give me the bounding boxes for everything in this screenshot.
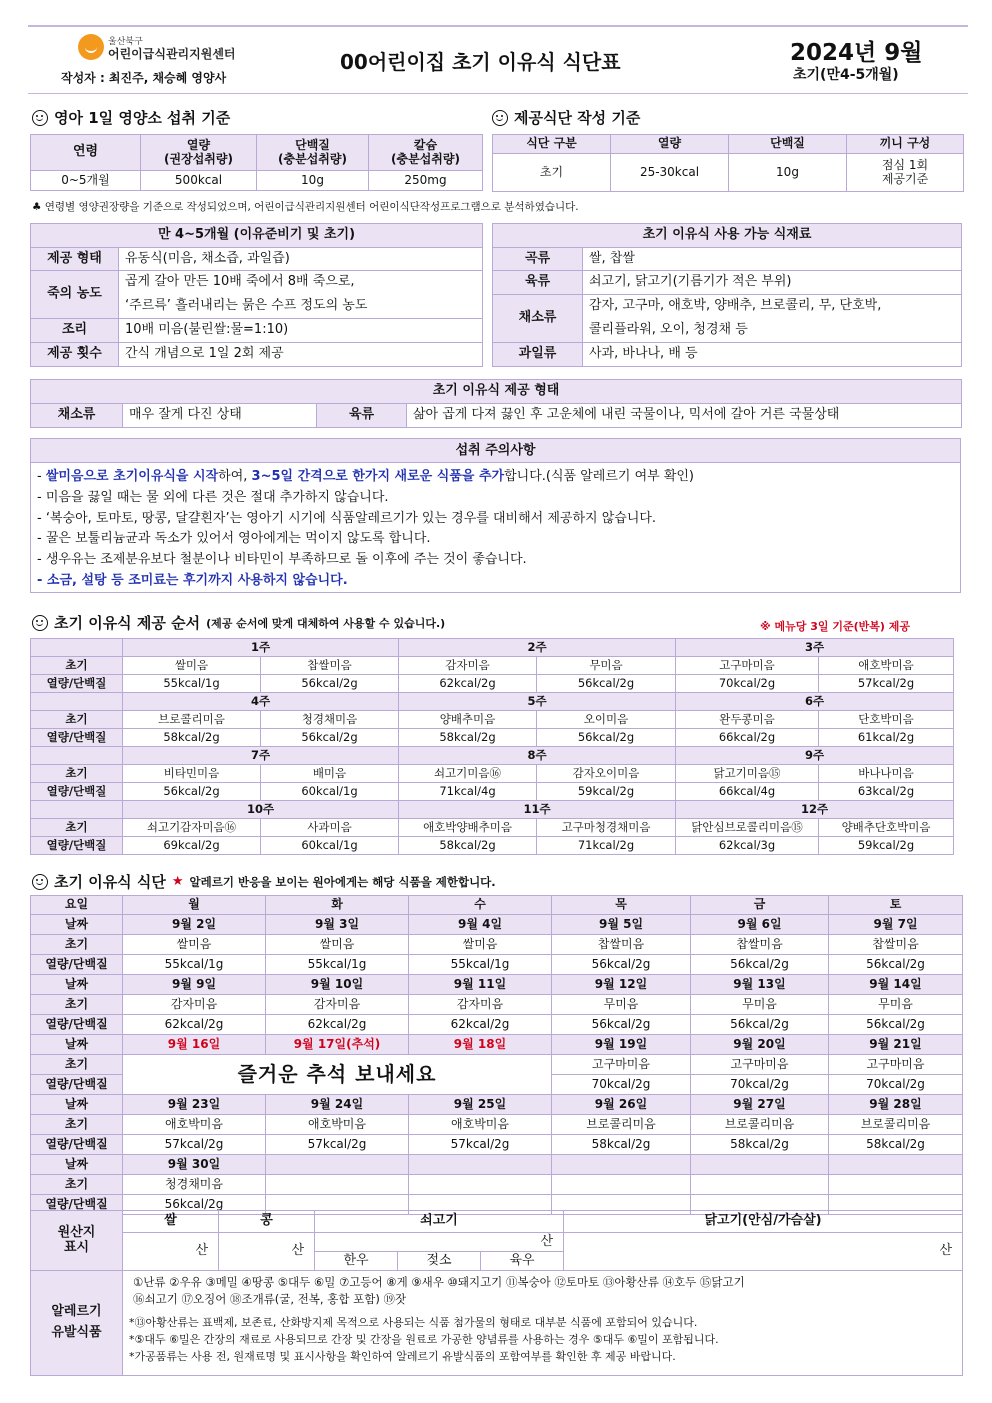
menu-date: 9월 28일 bbox=[829, 1095, 963, 1115]
order-kcal: 56kcal/2g bbox=[123, 783, 261, 801]
menu-date bbox=[409, 1155, 552, 1175]
order-note: ※ 메뉴당 3일 기준(반복) 제공 bbox=[760, 620, 910, 633]
age-info-table bbox=[30, 223, 483, 367]
menu-kcal: 70kcal/2g bbox=[829, 1075, 963, 1095]
menu-kcal: 57kcal/2g bbox=[409, 1135, 552, 1155]
meal-label: 초기 bbox=[31, 1115, 123, 1135]
star-icon: ★ bbox=[171, 874, 184, 889]
origin-jeotso: 젖소 bbox=[398, 1252, 481, 1271]
menu-date: 9월 13일 bbox=[691, 975, 829, 995]
nutrient-table bbox=[30, 134, 483, 191]
menu-meal: 고구마미음 bbox=[691, 1055, 829, 1075]
menu-date: 9월 26일 bbox=[552, 1095, 691, 1115]
holiday-banner: 즐거운 추석 보내세요 bbox=[123, 1055, 552, 1095]
form-meat-key: 육류 bbox=[317, 404, 407, 428]
caution-line-3: - ‘복숭아, 토마토, 땅콩, 달걀흰자’는 영아기 시기에 식품알레르기가 있는 경우를 대비해서 제공하지 않습니다. bbox=[37, 510, 657, 526]
week-label: 4주 bbox=[123, 693, 399, 711]
form-table bbox=[30, 379, 962, 428]
allergy-list-2: ⑯쇠고기 ⑰오징어 ⑱조개류(굴, 전복, 홍합 포함) ⑲잣 bbox=[133, 1292, 407, 1306]
allergy-list-1: ①난류 ②우유 ③메밀 ④땅콩 ⑤대두 ⑥밀 ⑦고등어 ⑧게 ⑨새우 ⑩돼지고기 ⑪복숭아 ⑫토마토 ⑬아황산류 ⑭호두 ⑮닭고기 bbox=[133, 1275, 745, 1289]
menu-date: 9월 10일 bbox=[266, 975, 409, 995]
ingr-key: 채소류 bbox=[493, 295, 583, 343]
chicken-san: 산 bbox=[564, 1233, 963, 1271]
menu-meal: 쌀미음 bbox=[266, 935, 409, 955]
menu-meal: 찹쌀미음 bbox=[691, 935, 829, 955]
date-label: 날짜 bbox=[31, 1095, 123, 1115]
smile-icon bbox=[32, 615, 48, 631]
order-meal: 바나나미음 bbox=[819, 765, 954, 783]
kcal-label: 열량/단백질 bbox=[31, 1015, 123, 1035]
kcal-label: 열량/단백질 bbox=[31, 1135, 123, 1155]
meal-std-title: 제공식단 작성 기준 bbox=[514, 109, 641, 127]
menu-date: 9월 16일 bbox=[123, 1035, 266, 1055]
energy-value: 500kcal bbox=[141, 171, 257, 191]
day-header-label: 요일 bbox=[31, 896, 123, 915]
menu-date: 9월 21일 bbox=[829, 1035, 963, 1055]
date-label: 날짜 bbox=[31, 915, 123, 935]
week-label-blank bbox=[31, 639, 123, 657]
club-icon: ♣ bbox=[32, 201, 45, 213]
kcal-label: 열량/단백질 bbox=[31, 1195, 123, 1215]
age-value: 0~5개월 bbox=[31, 171, 141, 191]
order-kcal: 57kcal/2g bbox=[819, 675, 954, 693]
order-sub: (제공 순서에 맞게 대체하여 사용할 수 있습니다.) bbox=[206, 616, 446, 630]
date-label: 날짜 bbox=[31, 975, 123, 995]
ingredients-table bbox=[492, 223, 962, 367]
kcal-label: 열량/단백질 bbox=[31, 955, 123, 975]
ingr-value: 사과, 바나나, 배 등 bbox=[583, 343, 962, 367]
c1b: 쌀미음으로 초기이유식을 시작 bbox=[45, 469, 219, 484]
age-row-key: 조리 bbox=[31, 319, 119, 343]
date-label: 날짜 bbox=[31, 1155, 123, 1175]
week-label: 6주 bbox=[676, 693, 954, 711]
menu-meal: 찹쌀미음 bbox=[829, 935, 963, 955]
origin-bean: 콩 bbox=[219, 1211, 315, 1233]
form-veg-value: 매우 잘게 다진 상태 bbox=[123, 404, 317, 428]
menu-date bbox=[552, 1155, 691, 1175]
order-kcal: 69kcal/2g bbox=[123, 837, 261, 855]
menu-meal: 쌀미음 bbox=[123, 935, 266, 955]
order-meal: 양배추미음 bbox=[399, 711, 537, 729]
order-kcal: 62kcal/2g bbox=[399, 675, 537, 693]
protein-value: 10g bbox=[729, 154, 847, 192]
origin-beef: 쇠고기 bbox=[315, 1211, 564, 1233]
meal-label: 초기 bbox=[31, 1055, 123, 1075]
menu-kcal: 70kcal/2g bbox=[552, 1075, 691, 1095]
beef-san: 산 bbox=[315, 1233, 564, 1252]
ingr-value: 쌀, 찹쌀 bbox=[583, 248, 962, 271]
order-kcal: 59kcal/2g bbox=[819, 837, 954, 855]
age-row-key: 제공 형태 bbox=[31, 248, 119, 271]
order-kcal: 56kcal/2g bbox=[537, 675, 676, 693]
menu-kcal: 62kcal/2g bbox=[123, 1015, 266, 1035]
order-meal: 닭고기미음⑮ bbox=[676, 765, 819, 783]
menu-meal bbox=[409, 1175, 552, 1195]
menu-meal: 쌀미음 bbox=[409, 935, 552, 955]
row-label-kcal: 열량/단백질 bbox=[31, 783, 123, 801]
week-label: 12주 bbox=[676, 801, 954, 819]
order-meal: 찹쌀미음 bbox=[261, 657, 399, 675]
age-row-value: 곱게 갈아 만든 10배 죽에서 8배 죽으로, bbox=[119, 271, 483, 295]
order-meal: 닭안심브로콜리미음⑮ bbox=[676, 819, 819, 837]
menu-meal: 브로콜리미음 bbox=[829, 1115, 963, 1135]
allergy-note-2: *⑤대두 ⑥밀은 간장의 재료로 사용되므로 간장 및 간장을 원료로 가공한 양념류를 사용하는 경우 ⑤대두 ⑥밀이 포함됩니다. bbox=[129, 1333, 719, 1346]
age-row-value: 간식 개념으로 1일 2회 제공 bbox=[119, 343, 483, 367]
menu-kcal: 62kcal/2g bbox=[266, 1015, 409, 1035]
top-rule bbox=[28, 25, 968, 27]
h-protein: 단백질 (충분섭취량) bbox=[257, 135, 369, 171]
row-label-kcal: 열량/단백질 bbox=[31, 837, 123, 855]
ingr-value: 감자, 고구마, 애호박, 양배추, 브로콜리, 무, 단호박, bbox=[583, 295, 962, 319]
order-kcal: 70kcal/2g bbox=[676, 675, 819, 693]
menu-kcal: 70kcal/2g bbox=[691, 1075, 829, 1095]
row-label-meal: 초기 bbox=[31, 819, 123, 837]
week-label: 10주 bbox=[123, 801, 399, 819]
form-meat-value: 삶아 곱게 다져 끓인 후 고운체에 내린 국물이나, 믹서에 갈아 거른 국물상태 bbox=[407, 404, 962, 428]
order-meal: 쇠고기미음⑯ bbox=[399, 765, 537, 783]
menu-date: 9월 19일 bbox=[552, 1035, 691, 1055]
menu-date: 9월 6일 bbox=[691, 915, 829, 935]
order-meal: 청경채미음 bbox=[261, 711, 399, 729]
menu-meal: 무미음 bbox=[691, 995, 829, 1015]
ingr-value: 쇠고기, 닭고기(기름기가 적은 부위) bbox=[583, 271, 962, 295]
caution-box bbox=[30, 438, 961, 593]
menu-meal: 브로콜리미음 bbox=[691, 1115, 829, 1135]
caution-line-5: - 생우유는 조제분유보다 철분이나 비타민이 부족하므로 돌 이후에 주는 것이 좋습니다. bbox=[37, 552, 527, 568]
order-meal: 단호박미음 bbox=[819, 711, 954, 729]
order-meal: 브로콜리미음 bbox=[123, 711, 261, 729]
caution-line-4: - 꿀은 보툴리늄균과 독소가 있어서 영아에게는 먹이지 않도록 합니다. bbox=[37, 531, 431, 547]
menu-star-note: 알레르기 반응을 보이는 원아에게는 해당 식품을 제한합니다. bbox=[189, 874, 496, 889]
menu-meal: 무미음 bbox=[829, 995, 963, 1015]
menu-kcal: 58kcal/2g bbox=[829, 1135, 963, 1155]
order-kcal: 71kcal/2g bbox=[537, 837, 676, 855]
year-month: 2024년 9월 bbox=[790, 40, 923, 66]
origin-rice: 쌀 bbox=[123, 1211, 219, 1233]
order-kcal: 56kcal/2g bbox=[537, 729, 676, 747]
caution-line-6: - 소금, 설탕 등 조미료는 후기까지 사용하지 않습니다. bbox=[37, 572, 348, 588]
ingr-key: 육류 bbox=[493, 271, 583, 295]
meal-label: 초기 bbox=[31, 1175, 123, 1195]
menu-meal: 고구마미음 bbox=[552, 1055, 691, 1075]
origin-label: 원산지 표시 bbox=[31, 1211, 123, 1271]
order-kcal: 63kcal/2g bbox=[819, 783, 954, 801]
week-label: 7주 bbox=[123, 747, 399, 765]
order-meal: 비타민미음 bbox=[123, 765, 261, 783]
menu-date bbox=[266, 1155, 409, 1175]
menu-kcal: 57kcal/2g bbox=[123, 1135, 266, 1155]
allergy-table bbox=[30, 1270, 963, 1376]
menu-kcal: 58kcal/2g bbox=[691, 1135, 829, 1155]
row-label-kcal: 열량/단백질 bbox=[31, 729, 123, 747]
c1a: - bbox=[37, 469, 46, 484]
menu-date: 9월 4일 bbox=[409, 915, 552, 935]
week-label: 9주 bbox=[676, 747, 954, 765]
order-meal: 양배추단호박미음 bbox=[819, 819, 954, 837]
order-meal: 완두콩미음 bbox=[676, 711, 819, 729]
order-kcal: 61kcal/2g bbox=[819, 729, 954, 747]
menu-meal: 애호박미음 bbox=[266, 1115, 409, 1135]
order-kcal: 60kcal/1g bbox=[261, 837, 399, 855]
energy-value: 25-30kcal bbox=[611, 154, 729, 192]
allergy-label: 알레르기 유발식품 bbox=[31, 1271, 123, 1376]
week-label: 2주 bbox=[399, 639, 676, 657]
order-kcal: 62kcal/3g bbox=[676, 837, 819, 855]
form-title: 초기 이유식 제공 형태 bbox=[31, 380, 962, 404]
order-kcal: 71kcal/4g bbox=[399, 783, 537, 801]
menu-meal bbox=[552, 1175, 691, 1195]
order-kcal: 66kcal/2g bbox=[676, 729, 819, 747]
menu-meal bbox=[266, 1175, 409, 1195]
menu-date: 9월 23일 bbox=[123, 1095, 266, 1115]
stage-label: 초기(만4-5개월) bbox=[793, 67, 899, 83]
order-meal: 고구마청경채미음 bbox=[537, 819, 676, 837]
menu-kcal: 56kcal/2g bbox=[552, 1015, 691, 1035]
ingr-value-2: 콜리플라워, 오이, 청경채 등 bbox=[583, 319, 962, 343]
order-title: 초기 이유식 제공 순서 bbox=[54, 614, 201, 632]
menu-meal: 청경채미음 bbox=[123, 1175, 266, 1195]
nutrient-title: 영아 1일 영양소 섭취 기준 bbox=[54, 109, 231, 127]
row-label-meal: 초기 bbox=[31, 765, 123, 783]
week-label: 8주 bbox=[399, 747, 676, 765]
order-meal: 감자오이미음 bbox=[537, 765, 676, 783]
caution-line-1 bbox=[37, 467, 960, 488]
allergy-note-1: *⑬아황산류는 표백제, 보존료, 산화방지제 목적으로 사용되는 식품 첨가물의 형태로 대부분 식품에 포함되어 있습니다. bbox=[129, 1316, 698, 1329]
menu-date: 9월 5일 bbox=[552, 915, 691, 935]
menu-kcal: 55kcal/1g bbox=[123, 955, 266, 975]
ingredients-title: 초기 이유식 사용 가능 식재료 bbox=[493, 224, 962, 248]
h-age: 연령 bbox=[31, 135, 141, 171]
menu-date bbox=[829, 1155, 963, 1175]
menu-kcal: 56kcal/2g bbox=[829, 1015, 963, 1035]
order-meal: 애호박양배추미음 bbox=[399, 819, 537, 837]
menu-date: 9월 3일 bbox=[266, 915, 409, 935]
menu-date: 9월 20일 bbox=[691, 1035, 829, 1055]
c1e: 합니다.(식품 알레르기 여부 확인) bbox=[504, 469, 695, 484]
kcal-label: 열량/단백질 bbox=[31, 1075, 123, 1095]
order-kcal: 58kcal/2g bbox=[399, 729, 537, 747]
menu-date: 9월 17일(추석) bbox=[266, 1035, 409, 1055]
order-kcal: 58kcal/2g bbox=[399, 837, 537, 855]
meal-std-table bbox=[492, 134, 964, 192]
note-1-text: 연령별 영양권장량을 기준으로 작성되었으며, 어린이급식관리지원센터 어린이식단작성프로그램으로 분석하였습니다. bbox=[44, 201, 579, 213]
meal-label: 초기 bbox=[31, 995, 123, 1015]
order-kcal: 55kcal/1g bbox=[123, 675, 261, 693]
menu-meal: 브로콜리미음 bbox=[552, 1115, 691, 1135]
menu-date: 9월 12일 bbox=[552, 975, 691, 995]
age-row-key: 제공 횟수 bbox=[31, 343, 119, 367]
order-meal: 쌀미음 bbox=[123, 657, 261, 675]
menu-kcal: 56kcal/2g bbox=[829, 955, 963, 975]
day-header: 수 bbox=[409, 896, 552, 915]
menu-title: 초기 이유식 식단 bbox=[54, 873, 166, 891]
week-label: 3주 bbox=[676, 639, 954, 657]
menu-meal: 감자미음 bbox=[266, 995, 409, 1015]
age-row-value: 10배 미음(불린쌀:물=1:10) bbox=[119, 319, 483, 343]
order-meal: 무미음 bbox=[537, 657, 676, 675]
h-calcium: 칼슘 (충분섭취량) bbox=[369, 135, 483, 171]
age-row-key: 죽의 농도 bbox=[31, 271, 119, 319]
order-kcal: 59kcal/2g bbox=[537, 783, 676, 801]
menu-meal: 애호박미음 bbox=[123, 1115, 266, 1135]
rice-san: 산 bbox=[123, 1233, 219, 1271]
smile-icon bbox=[32, 874, 48, 890]
week-label: 5주 bbox=[399, 693, 676, 711]
row-label-kcal: 열량/단백질 bbox=[31, 675, 123, 693]
menu-kcal: 62kcal/2g bbox=[409, 1015, 552, 1035]
menu-date: 9월 11일 bbox=[409, 975, 552, 995]
order-meal: 감자미음 bbox=[399, 657, 537, 675]
menu-date: 9월 18일 bbox=[409, 1035, 552, 1055]
date-label: 날짜 bbox=[31, 1035, 123, 1055]
header-rule bbox=[28, 93, 968, 94]
order-table bbox=[30, 638, 954, 855]
nutrient-section-title bbox=[32, 107, 230, 128]
week-label: 11주 bbox=[399, 801, 676, 819]
h-meal: 끼니 구성 bbox=[847, 135, 964, 154]
menu-date bbox=[691, 1155, 829, 1175]
age-info-title: 만 4~5개월 (이유준비기 및 초기) bbox=[31, 224, 483, 248]
menu-date: 9월 7일 bbox=[829, 915, 963, 935]
caution-title: 섭취 주의사항 bbox=[31, 439, 960, 463]
origin-chicken: 닭고기(안심/가슴살) bbox=[564, 1211, 963, 1233]
ingr-key: 과일류 bbox=[493, 343, 583, 367]
menu-meal: 감자미음 bbox=[409, 995, 552, 1015]
author: 작성자 : 최진주, 채승혜 영양사 bbox=[61, 71, 227, 85]
menu-meal: 고구마미음 bbox=[829, 1055, 963, 1075]
h-type: 식단 구분 bbox=[493, 135, 611, 154]
menu-meal: 무미음 bbox=[552, 995, 691, 1015]
age-row-value: 유동식(미음, 채소즙, 과일즙) bbox=[119, 248, 483, 271]
order-meal: 고구마미음 bbox=[676, 657, 819, 675]
menu-meal: 애호박미음 bbox=[409, 1115, 552, 1135]
order-meal: 쇠고기감자미음⑯ bbox=[123, 819, 261, 837]
bean-san: 산 bbox=[219, 1233, 315, 1271]
menu-kcal: 56kcal/2g bbox=[691, 1015, 829, 1035]
logo bbox=[78, 34, 104, 60]
note-1 bbox=[32, 199, 579, 214]
menu-date: 9월 27일 bbox=[691, 1095, 829, 1115]
calcium-value: 250mg bbox=[369, 171, 483, 191]
smile-icon bbox=[32, 110, 48, 126]
menu-date: 9월 24일 bbox=[266, 1095, 409, 1115]
day-header: 월 bbox=[123, 896, 266, 915]
row-label-meal: 초기 bbox=[31, 657, 123, 675]
week-label-blank bbox=[31, 693, 123, 711]
menu-date: 9월 25일 bbox=[409, 1095, 552, 1115]
menu-meal bbox=[691, 1175, 829, 1195]
menu-section-title bbox=[32, 871, 496, 892]
day-header: 토 bbox=[829, 896, 963, 915]
day-header: 목 bbox=[552, 896, 691, 915]
day-header: 금 bbox=[691, 896, 829, 915]
order-meal: 오이미음 bbox=[537, 711, 676, 729]
ingr-key: 곡류 bbox=[493, 248, 583, 271]
meal-std-section-title bbox=[492, 107, 640, 128]
form-veg-key: 채소류 bbox=[31, 404, 123, 428]
allergy-note-3: *가공품류는 사용 전, 원재료명 및 표시사항을 확인하여 알레르기 유발식품의 포함여부를 확인한 후 제공 바랍니다. bbox=[129, 1350, 676, 1363]
menu-meal bbox=[829, 1175, 963, 1195]
week-label-blank bbox=[31, 747, 123, 765]
menu-kcal: 56kcal/2g bbox=[123, 1195, 266, 1215]
menu-table bbox=[30, 895, 963, 1215]
order-kcal: 58kcal/2g bbox=[123, 729, 261, 747]
c1d: 3~5일 간격으로 한가지 새로운 식품을 추가 bbox=[251, 469, 505, 484]
week-label-blank bbox=[31, 801, 123, 819]
smile-icon bbox=[492, 110, 508, 126]
origin-yukwoo: 육우 bbox=[481, 1252, 564, 1271]
menu-date: 9월 2일 bbox=[123, 915, 266, 935]
menu-date: 9월 9일 bbox=[123, 975, 266, 995]
order-meal: 사과미음 bbox=[261, 819, 399, 837]
menu-kcal: 55kcal/1g bbox=[266, 955, 409, 975]
age-row-value-2: ‘주르륵’ 흘러내리는 묽은 수프 정도의 농도 bbox=[119, 295, 483, 319]
order-kcal: 66kcal/4g bbox=[676, 783, 819, 801]
menu-kcal: 57kcal/2g bbox=[266, 1135, 409, 1155]
order-meal: 배미음 bbox=[261, 765, 399, 783]
week-label: 1주 bbox=[123, 639, 399, 657]
origin-table bbox=[30, 1210, 963, 1271]
menu-date: 9월 14일 bbox=[829, 975, 963, 995]
order-kcal: 56kcal/2g bbox=[261, 729, 399, 747]
h-energy: 열량 (권장섭취량) bbox=[141, 135, 257, 171]
meal-label: 초기 bbox=[31, 935, 123, 955]
menu-kcal: 56kcal/2g bbox=[552, 955, 691, 975]
order-kcal: 60kcal/1g bbox=[261, 783, 399, 801]
org-name: 어린이급식관리지원센터 bbox=[108, 47, 236, 61]
c1c: 하여, bbox=[218, 469, 252, 484]
h-protein: 단백질 bbox=[729, 135, 847, 154]
origin-hanwoo: 한우 bbox=[315, 1252, 398, 1271]
menu-kcal: 55kcal/1g bbox=[409, 955, 552, 975]
h-energy: 열량 bbox=[611, 135, 729, 154]
menu-kcal: 58kcal/2g bbox=[552, 1135, 691, 1155]
order-section-title bbox=[32, 612, 445, 633]
order-meal: 애호박미음 bbox=[819, 657, 954, 675]
org-top: 울산북구 bbox=[108, 37, 143, 47]
menu-meal: 감자미음 bbox=[123, 995, 266, 1015]
day-header: 화 bbox=[266, 896, 409, 915]
type-value: 초기 bbox=[493, 154, 611, 192]
order-kcal: 56kcal/2g bbox=[261, 675, 399, 693]
protein-value: 10g bbox=[257, 171, 369, 191]
menu-date: 9월 30일 bbox=[123, 1155, 266, 1175]
row-label-meal: 초기 bbox=[31, 711, 123, 729]
caution-line-2: - 미음을 끓일 때는 물 외에 다른 것은 절대 추가하지 않습니다. bbox=[37, 489, 389, 505]
page-title: 00어린이집 초기 이유식 식단표 bbox=[340, 50, 621, 74]
meal-value: 점심 1회 제공기준 bbox=[847, 154, 964, 192]
menu-meal: 찹쌀미음 bbox=[552, 935, 691, 955]
menu-kcal: 56kcal/2g bbox=[691, 955, 829, 975]
